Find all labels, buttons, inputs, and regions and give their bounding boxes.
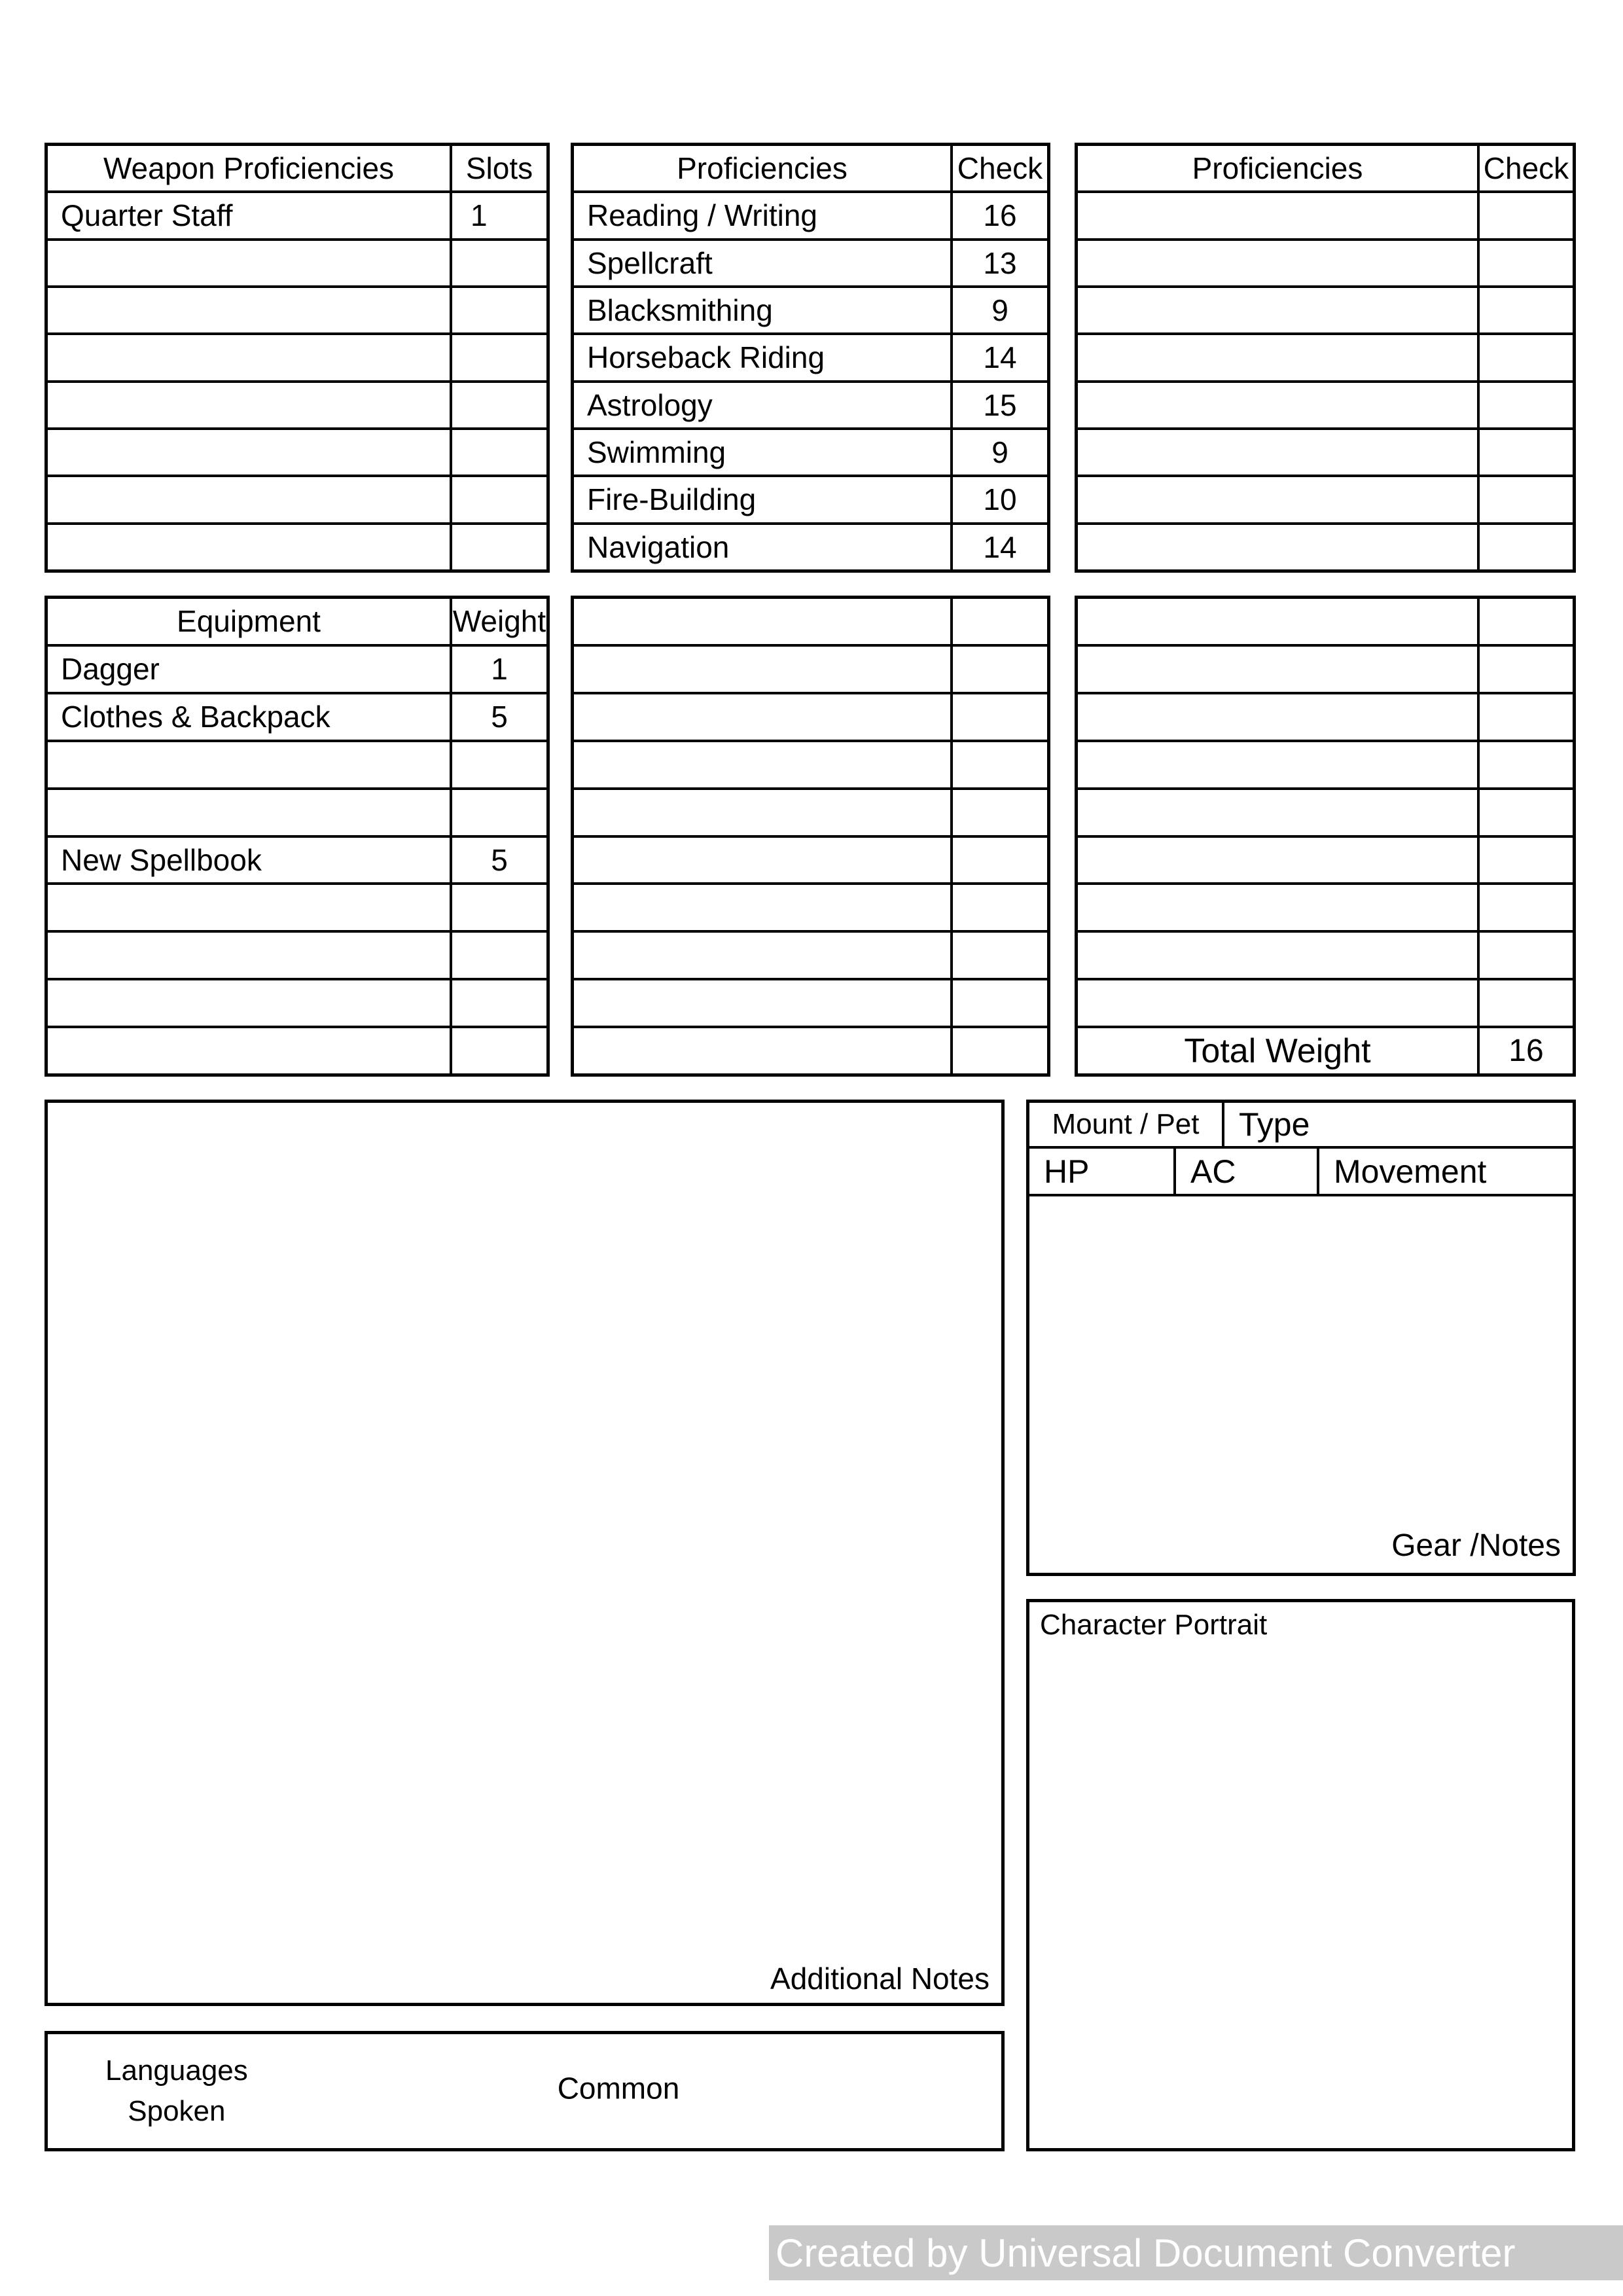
equipment-name-cell (48, 1028, 450, 1073)
proficiency-check-cell: 10 (950, 477, 1047, 522)
table-row (1078, 692, 1573, 740)
weight-header: Weight (450, 599, 546, 644)
total-weight-value: 16 (1477, 1028, 1573, 1073)
table-row (48, 238, 546, 285)
weapon-slots-cell (450, 288, 546, 332)
proficiency-name-cell: Astrology (587, 387, 713, 422)
mount-ac-label: AC (1173, 1149, 1317, 1194)
proficiency-name-cell (1078, 383, 1477, 427)
proficiencies-table-2 (1075, 143, 1576, 573)
item-name-cell (1078, 980, 1477, 1026)
total-weight-table (1075, 596, 1576, 1077)
table-row (48, 332, 546, 380)
mount-pet-header-row (1029, 1103, 1573, 1149)
proficiency-name-cell: Reading / Writing (587, 198, 817, 233)
table-row (48, 835, 546, 883)
watermark-bar (769, 2225, 1623, 2280)
proficiency-check-cell (1477, 477, 1573, 522)
proficiency-name-cell (1078, 477, 1477, 522)
weapon-name-cell (48, 241, 450, 285)
table-row (574, 427, 1047, 475)
table-row (1078, 190, 1573, 238)
weapon-slots-cell (450, 383, 546, 427)
table-row (1078, 644, 1573, 692)
item-name-cell (574, 742, 950, 787)
table-row (1078, 285, 1573, 332)
weapon-name-cell (48, 525, 450, 569)
table-row (48, 522, 546, 569)
weapon-proficiencies-header: Weapon Proficiencies (103, 151, 395, 186)
proficiency-name-cell: Blacksmithing (587, 293, 773, 328)
table-row (1078, 332, 1573, 380)
table-row (574, 522, 1047, 569)
table-row (1078, 882, 1573, 930)
proficiency-check-cell (1477, 335, 1573, 380)
item-name-cell (1078, 599, 1477, 644)
languages-label-line1: Languages (105, 2054, 248, 2087)
proficiency-name-cell: Swimming (587, 435, 726, 470)
table-row (574, 882, 1047, 930)
proficiencies-header: Proficiencies (1192, 151, 1363, 186)
table-header-row (48, 146, 546, 190)
equipment-weight-cell (450, 1028, 546, 1073)
item-value-cell (1477, 742, 1573, 787)
item-name-cell (574, 838, 950, 883)
table-row (1078, 427, 1573, 475)
item-value-cell (1477, 790, 1573, 835)
item-value-cell (950, 742, 1047, 787)
table-row (48, 190, 546, 238)
item-name-cell (1078, 933, 1477, 978)
proficiency-name-cell (1078, 193, 1477, 238)
table-row (574, 380, 1047, 427)
table-row (1078, 978, 1573, 1026)
proficiency-check-cell: 14 (950, 335, 1047, 380)
table-header-row (574, 146, 1047, 190)
table-row (48, 475, 546, 522)
weapon-name-cell (48, 477, 450, 522)
item-name-cell (574, 1028, 950, 1073)
equipment-header: Equipment (177, 604, 321, 639)
table-row (574, 692, 1047, 740)
item-value-cell (950, 885, 1047, 930)
mount-type-label: Type (1222, 1103, 1573, 1146)
proficiency-name-cell (1078, 430, 1477, 475)
equipment-weight-cell (450, 980, 546, 1026)
equipment-name-cell (48, 742, 450, 787)
proficiency-name-cell: Horseback Riding (587, 340, 825, 375)
table-row (48, 1026, 546, 1073)
item-value-cell (1477, 838, 1573, 883)
item-name-cell (1078, 838, 1477, 883)
item-value-cell (1477, 885, 1573, 930)
proficiency-check-cell: 13 (950, 241, 1047, 285)
table-row (48, 380, 546, 427)
item-name-cell (1078, 694, 1477, 740)
item-name-cell (574, 885, 950, 930)
proficiency-name-cell (1078, 335, 1477, 380)
character-portrait-box (1026, 1599, 1575, 2151)
weapon-name-cell (48, 288, 450, 332)
item-name-cell (1078, 790, 1477, 835)
item-value-cell (950, 599, 1047, 644)
table-row (574, 332, 1047, 380)
proficiency-check-cell (1477, 241, 1573, 285)
equipment-name-cell (48, 933, 450, 978)
item-value-cell (950, 647, 1047, 692)
proficiency-check-cell (1477, 193, 1573, 238)
proficiency-check-cell (1477, 430, 1573, 475)
equipment-weight-cell: 5 (450, 694, 546, 740)
table-row (574, 930, 1047, 978)
proficiency-check-cell: 9 (950, 288, 1047, 332)
table-row (48, 882, 546, 930)
equipment-weight-cell (450, 885, 546, 930)
table-row (574, 599, 1047, 644)
languages-label-line2: Spoken (128, 2095, 226, 2127)
equipment-name-cell (48, 980, 450, 1026)
proficiency-name-cell: Spellcraft (587, 245, 713, 280)
weapon-name-cell (48, 430, 450, 475)
mount-stats-row (1029, 1149, 1573, 1196)
languages-value: Common (557, 2071, 680, 2106)
table-header-row (1078, 146, 1573, 190)
weapon-name-cell (48, 383, 450, 427)
proficiency-check-cell (1477, 525, 1573, 569)
equipment-weight-cell (450, 742, 546, 787)
languages-box (45, 2031, 1005, 2151)
item-value-cell (1477, 694, 1573, 740)
item-value-cell (950, 790, 1047, 835)
check-header: Check (950, 146, 1047, 190)
table-row (1078, 522, 1573, 569)
table-row (48, 427, 546, 475)
equipment-weight-cell (450, 790, 546, 835)
equipment-name-cell: New Spellbook (61, 842, 262, 877)
weapon-slots-cell (450, 335, 546, 380)
table-row (574, 787, 1047, 835)
weapon-slots-cell: 1 (450, 193, 546, 238)
character-portrait-label: Character Portrait (1040, 1609, 1268, 1641)
item-value-cell (950, 1028, 1047, 1073)
proficiencies-table (571, 143, 1050, 573)
item-value-cell (1477, 599, 1573, 644)
equipment-name-cell: Dagger (61, 652, 160, 687)
item-value-cell (950, 980, 1047, 1026)
table-row (1078, 238, 1573, 285)
proficiency-name-cell: Fire-Building (587, 482, 757, 517)
proficiency-name-cell (1078, 288, 1477, 332)
languages-spoken-label (105, 2051, 248, 2131)
mount-movement-label: Movement (1317, 1149, 1573, 1194)
equipment-name-cell (48, 790, 450, 835)
table-row (1078, 475, 1573, 522)
additional-notes-box (45, 1100, 1005, 2006)
table-row (48, 930, 546, 978)
item-name-cell (574, 790, 950, 835)
additional-notes-label: Additional Notes (770, 1962, 990, 1996)
table-row (574, 285, 1047, 332)
table-row (1078, 740, 1573, 787)
table-row (1078, 599, 1573, 644)
mount-pet-label: Mount / Pet (1052, 1108, 1200, 1140)
item-name-cell (1078, 742, 1477, 787)
item-value-cell (950, 838, 1047, 883)
table-row (574, 238, 1047, 285)
equipment-name-cell: Clothes & Backpack (61, 700, 330, 734)
proficiency-check-cell: 14 (950, 525, 1047, 569)
proficiency-name-cell: Navigation (587, 529, 730, 564)
item-value-cell (950, 933, 1047, 978)
proficiency-check-cell: 16 (950, 193, 1047, 238)
proficiency-name-cell (1078, 241, 1477, 285)
table-row (1078, 930, 1573, 978)
table-row (574, 1026, 1047, 1073)
table-row (574, 475, 1047, 522)
proficiencies-header: Proficiencies (677, 151, 847, 186)
table-row (574, 190, 1047, 238)
proficiency-check-cell (1477, 288, 1573, 332)
table-row (574, 835, 1047, 883)
mount-hp-label: HP (1044, 1153, 1090, 1190)
equipment-weight-cell: 1 (450, 647, 546, 692)
proficiency-name-cell (1078, 525, 1477, 569)
extra-equipment-table (571, 596, 1050, 1077)
proficiency-check-cell: 15 (950, 383, 1047, 427)
equipment-weight-cell (450, 933, 546, 978)
weapon-slots-cell (450, 241, 546, 285)
item-name-cell (574, 933, 950, 978)
table-row (574, 740, 1047, 787)
item-value-cell (1477, 980, 1573, 1026)
total-weight-label: Total Weight (1184, 1031, 1371, 1070)
watermark-text: Created by Universal Document Converter (776, 2231, 1516, 2275)
table-row (48, 740, 546, 787)
table-row (574, 978, 1047, 1026)
equipment-weight-cell: 5 (450, 838, 546, 883)
table-row (48, 692, 546, 740)
weapon-proficiencies-table (45, 143, 550, 573)
table-row (574, 644, 1047, 692)
item-name-cell (574, 647, 950, 692)
weapon-name-cell: Quarter Staff (61, 198, 233, 233)
weapon-slots-cell (450, 525, 546, 569)
slots-header: Slots (450, 146, 546, 190)
table-header-row (48, 599, 546, 644)
weapon-slots-cell (450, 430, 546, 475)
item-name-cell (574, 980, 950, 1026)
item-value-cell (1477, 647, 1573, 692)
item-name-cell (1078, 885, 1477, 930)
check-header: Check (1477, 146, 1573, 190)
equipment-name-cell (48, 885, 450, 930)
table-row (48, 285, 546, 332)
table-row (1078, 787, 1573, 835)
table-row (48, 644, 546, 692)
weapon-slots-cell (450, 477, 546, 522)
gear-notes-label: Gear /Notes (1391, 1528, 1561, 1563)
table-row (1078, 380, 1573, 427)
proficiency-check-cell (1477, 383, 1573, 427)
mount-pet-box (1026, 1100, 1576, 1576)
table-row (48, 978, 546, 1026)
item-value-cell (950, 694, 1047, 740)
equipment-table (45, 596, 550, 1077)
item-value-cell (1477, 933, 1573, 978)
item-name-cell (1078, 647, 1477, 692)
table-row (1078, 835, 1573, 883)
item-name-cell (574, 694, 950, 740)
item-name-cell (574, 599, 950, 644)
weapon-name-cell (48, 335, 450, 380)
table-row (48, 787, 546, 835)
total-weight-row (1078, 1026, 1573, 1073)
proficiency-check-cell: 9 (950, 430, 1047, 475)
